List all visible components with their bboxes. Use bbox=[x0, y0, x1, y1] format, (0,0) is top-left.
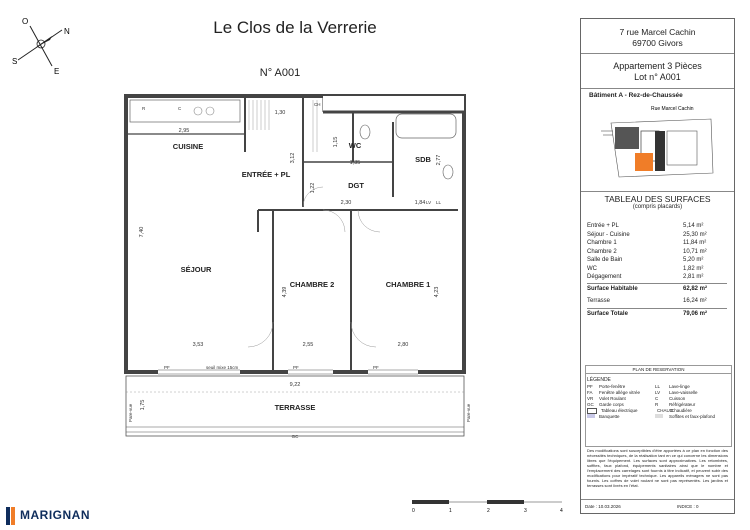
dim-entree-height: 3,12 bbox=[290, 152, 296, 164]
legend-row: FA Fenêtre allège vitrée LV Lave-vaisselle bbox=[587, 390, 698, 395]
dim-dgt-height: 1,22 bbox=[310, 182, 316, 194]
table-row: Salle de Bain 5,20 m² bbox=[587, 257, 704, 263]
table-row: Entrée + PL 5,14 m² bbox=[587, 223, 704, 229]
info-panel bbox=[580, 18, 735, 514]
dim-wc-height: 1,15 bbox=[333, 136, 339, 148]
dim-chambre2-height: 4,39 bbox=[282, 286, 288, 298]
scale-0: 0 bbox=[412, 508, 415, 514]
room-entree: ENTRÉE + PL bbox=[241, 170, 291, 179]
floor-plan bbox=[118, 92, 483, 447]
legend-row: Tableau électrique CHAUD Chaudière bbox=[587, 408, 727, 414]
scale-4: 4 bbox=[560, 508, 563, 514]
disclaimer: Des modifications sont susceptibles d'être apportées à ce plan en fonction des nécessités techniques, de la réalisation tant en ce qui concerne les dimensions libres que l'équipement. Les surfaces sont approximatives. Les retombées, soffites, faux plafond, équipements sanitaires ainsi que le nombre et l'emplacement des carrelages sont fournis à titre indicatif, et peuvent subir des modifications pour impératif technique. Les appareils ménagers ne sont pas fournis. Les coffres de volet roulant ne sont pas représentés. Les jardins et terrasses sont livrés en l'état. bbox=[587, 448, 728, 488]
room-cuisine: CUISINE bbox=[172, 142, 204, 151]
apartment-type: Appartement 3 Pièces bbox=[613, 61, 702, 71]
project-title: Le Clos de la Verrerie bbox=[213, 18, 377, 37]
legend-row: GC Garde corps R Réfrigérateur bbox=[587, 402, 696, 407]
compass-south: S bbox=[12, 57, 18, 66]
divider bbox=[587, 308, 727, 309]
address-line2: 69700 Givors bbox=[632, 38, 683, 48]
room-dgt: DGT bbox=[348, 181, 364, 190]
table-row: WC 1,82 m² bbox=[587, 265, 704, 272]
divider bbox=[581, 191, 734, 192]
table-row: Chambre 2 10,71 m² bbox=[587, 248, 707, 255]
logo-text: MARIGNAN bbox=[20, 508, 90, 522]
code-ch: CH bbox=[314, 102, 321, 107]
divider bbox=[581, 88, 734, 89]
banquette-swatch bbox=[587, 414, 595, 418]
table-row: Séjour - Cuisine 25,30 m² bbox=[587, 231, 707, 238]
dim-total-width: 9,22 bbox=[289, 382, 301, 388]
room-chambre-2: CHAMBRE 2 bbox=[289, 280, 335, 289]
legend bbox=[587, 384, 727, 420]
room-chambre-1: CHAMBRE 1 bbox=[385, 280, 431, 289]
divider bbox=[587, 283, 727, 284]
dim-sejour-width: 3,53 bbox=[192, 342, 204, 348]
dim-chambre1-width: 2,80 bbox=[397, 342, 409, 348]
location-map bbox=[601, 101, 719, 185]
logo-mark-icon bbox=[6, 505, 20, 525]
reservation-heading: PLAN DE RESERVATION bbox=[586, 366, 731, 374]
surfaces-subtitle: (compris placards) bbox=[632, 204, 683, 210]
legend-row: VR Volet Roulant C Cuisson bbox=[587, 396, 686, 401]
dim-chambre2-width: 2,55 bbox=[302, 342, 314, 348]
room-wc: WC bbox=[348, 141, 362, 150]
scale-bar bbox=[410, 498, 570, 516]
compass-icon bbox=[12, 14, 72, 74]
scale-3: 3 bbox=[524, 508, 527, 514]
code-pare-vue-right: Pare-vue bbox=[466, 403, 471, 422]
compass-north: N bbox=[64, 27, 70, 36]
dim-wc-width: 1,35 bbox=[349, 160, 361, 166]
code-ll: LL bbox=[436, 200, 442, 205]
code-pf-right: PF bbox=[373, 365, 379, 370]
surfaces-title: TABLEAU DES SURFACES bbox=[604, 194, 711, 204]
dim-sejour-height: 7,40 bbox=[139, 226, 145, 238]
legend-title: LÉGENDE bbox=[587, 377, 611, 383]
habitable-row: Surface Habitable 62,82 m² bbox=[587, 286, 708, 292]
terrasse-row: Terrasse 16,24 m² bbox=[587, 298, 707, 304]
soffite-swatch bbox=[655, 414, 663, 418]
legend-row: Banquette Soffites et faux-plafond bbox=[587, 414, 727, 420]
surfaces-table bbox=[587, 222, 727, 282]
table-row: Chambre 1 11,84 m² bbox=[587, 240, 707, 246]
dim-kitchen-width: 2,95 bbox=[178, 128, 190, 134]
marignan-logo bbox=[6, 505, 126, 525]
dim-dgt-width: 2,30 bbox=[340, 200, 352, 206]
code-pf-left: PF bbox=[164, 365, 170, 370]
highlighted-lot bbox=[635, 153, 653, 171]
building-level: Bâtiment A - Rez-de-Chaussée bbox=[589, 92, 683, 99]
street-label: Rue Marcel Cachin bbox=[651, 106, 694, 112]
code-kitchen-r: R bbox=[142, 106, 146, 111]
legend-row: PF Porte-fenêtre LL Lave-linge bbox=[587, 384, 690, 389]
plan-indice: INDICE : 0 bbox=[677, 504, 699, 509]
dim-entree-top: 1,30 bbox=[274, 110, 286, 116]
plan-date: Date : 10.03.2026 bbox=[585, 504, 621, 509]
total-row: Surface Totale 79,06 m² bbox=[587, 311, 708, 317]
dim-terrace-depth: 1,75 bbox=[140, 399, 146, 411]
code-lv: LV bbox=[426, 200, 432, 205]
compass-east: E bbox=[54, 67, 60, 74]
dim-sdb-height: 2,77 bbox=[436, 154, 442, 166]
lot-number: N° A001 bbox=[259, 67, 301, 79]
room-sdb: SDB bbox=[415, 155, 431, 164]
code-pf-mid: PF bbox=[293, 365, 299, 370]
table-row: Dégagement 2,81 m² bbox=[587, 274, 704, 280]
address bbox=[581, 27, 734, 49]
apartment-info bbox=[581, 61, 734, 83]
address-line1: 7 rue Marcel Cachin bbox=[619, 27, 696, 37]
dim-chambre1-height: 4,23 bbox=[434, 286, 440, 298]
scale-1: 1 bbox=[449, 508, 452, 514]
footer bbox=[581, 499, 734, 513]
room-sejour: SÉJOUR bbox=[180, 265, 212, 274]
scale-2: 2 bbox=[487, 508, 490, 514]
divider bbox=[581, 53, 734, 54]
apartment-lot: Lot n° A001 bbox=[634, 72, 681, 82]
room-terrasse: TERRASSE bbox=[274, 403, 316, 412]
code-pare-vue-left: Pare-vue bbox=[128, 403, 133, 422]
compass-west: O bbox=[22, 17, 29, 26]
code-gc: GC bbox=[291, 434, 299, 439]
code-kitchen-c: C bbox=[178, 106, 182, 111]
code-pf-note: seuil mixe 15cm bbox=[206, 365, 239, 370]
dim-corridor-width: 1,84 bbox=[414, 200, 426, 206]
